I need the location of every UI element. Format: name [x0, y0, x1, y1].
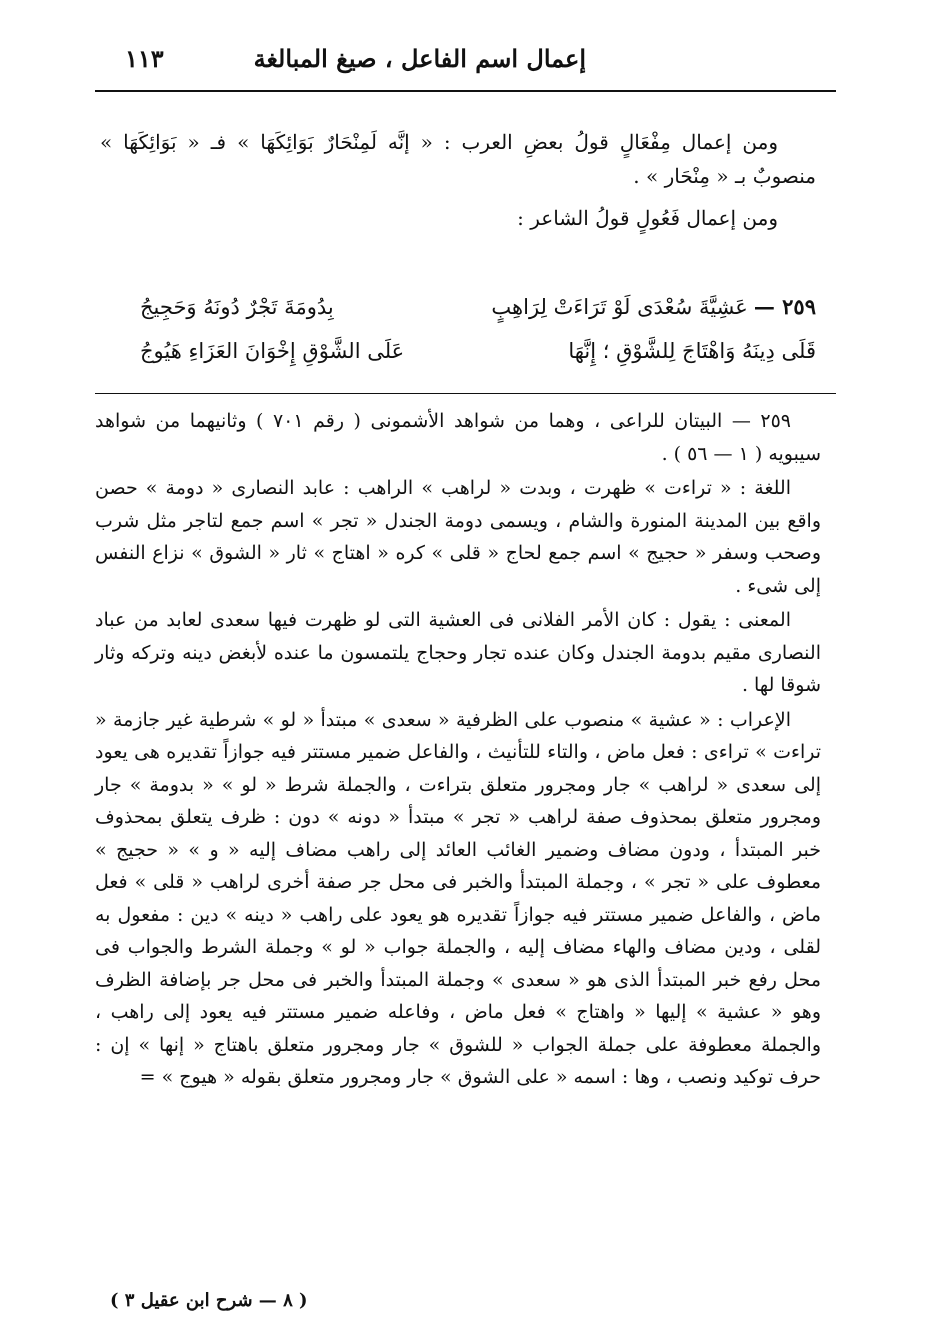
hemistich: عَلَى الشَّوْقِ إِخْوَانَ العَزَاءِ هَيُوجُ — [140, 339, 405, 363]
running-header — [95, 38, 836, 88]
printer-signature: ( ٨ — شرح ابن عقيل ٣ ) — [110, 1290, 308, 1311]
poetry-verse — [140, 285, 816, 373]
hemistich: بِدُومَةَ تَجْرٌ دُونَهُ وَحَجِيجُ — [140, 295, 334, 319]
footnote-irab: الإعراب : « عشية » منصوب على الظرفية « سعدى » مبتدأ « لو » شرطية غير جازمة « تراءت » تراءى : فعل ماض ، والتاء للتأنيث ، والفاعل ضمير مستتر فيه جوازاً تقديره هى يعود إلى سعدى « لراهب » جار ومجرور متعلق بتراءت ، والجملة شرط « لو » « بدومة » جار ومجرور متعلق بمحذوف صفة لراهب « تجر » مبتدأ « دونه » دون : ظرف يتعلق بمحذوف خبر المبتدأ ، ودون مضاف وضمير الغائب العائد إلى راهب مضاف إليه « و » « حجيج » معطوف على « تجر » ، وجملة المبتدأ والخبر فى محل جر صفة أخرى لراهب « قلى » فعل ماض ، والفاعل ضمير مستتر فيه جوازاً تقديره هو يعود على راهب « دينه » دين : مفعول به لقلى ، ودين مضاف والهاء مضاف إليه ، والجملة جواب « لو » وجملة الشرط والجواب فى محل رفع خبر المبتدأ الذى هو « سعدى » وجملة المبتدأ والخبر فى محل جر بإضافة الظرف وهو « عشية » إليها « واهتاج » فعل ماض ، وفاعله ضمير مستتر فيه يعود إلى راهب ، والجملة معطوفة على جملة الجواب « للشوق » جار ومجرور متعلق باهتاج « إنها » إن : حرف توكيد ونصب ، وها : اسمه « على الشوق » جار ومجرور متعلق بقوله « هيوج » = — [95, 708, 821, 1088]
main-text — [100, 125, 816, 243]
verse-number: ٢٥٩ — — [753, 294, 816, 319]
header-rule — [95, 90, 836, 92]
hemistich-text: عَشِيَّةَ سُعْدَى لَوْ تَرَاءَتْ لِرَاهِبٍ — [491, 295, 748, 319]
footnote-lugha: اللغة : « تراءت » ظهرت ، وبدت « لراهب » الراهب : عابد النصارى « دومة » حصن واقع بين المدينة المنورة والشام ، ويسمى دومة الجندل « تجر » اسم جمع لتاجر مثل شرب وصحب وسفر « حجيج » اسم جمع لحاج « قلى » كره « اهتاج » ثار « الشوق » نزاع النفس إلى شىء . — [95, 477, 821, 597]
hemistich: قَلَى دِينَهُ وَاهْتَاجَ لِلشَّوْقِ ؛ إِنَّهَا — [568, 339, 816, 363]
footnote-source: ٢٥٩ — البيتان للراعى ، وهما من شواهد الأشمونى ( رقم ٧٠١ ) وثانيهما من شواهد سيبويه ( ١ — ٥٦ ) . — [95, 410, 821, 465]
intro-paragraph: ومن إعمال فَعُولٍ قولُ الشاعر : — [517, 206, 778, 230]
hemistich — [491, 285, 816, 329]
verse-line — [140, 329, 816, 373]
chapter-title: إعمال اسم الفاعل ، صيغ المبالغة — [253, 44, 586, 73]
footnote-separator — [95, 393, 836, 394]
footnotes — [95, 405, 821, 1096]
footnote-maana: المعنى : يقول : كان الأمر الفلانى فى العشية التى لو ظهرت فيها سعدى لعابد من عباد النصارى مقيم بدومة الجندل وكان عنده تجار وحجاج يلتمسون ما عنده لأبغض دينه وتركه وثار شوقا لها . — [95, 609, 821, 696]
verse-line — [140, 285, 816, 329]
page-number: ١١٣ — [125, 44, 164, 73]
intro-paragraph: ومن إعمال مِفْعَالٍ قولُ بعضِ العرب : « إنَّه لَمِنْحَارٌ بَوَائِكَهَا » فـ « بَوَائِكَهَا » منصوبٌ بـ « مِنْحَار » . — [100, 130, 816, 188]
